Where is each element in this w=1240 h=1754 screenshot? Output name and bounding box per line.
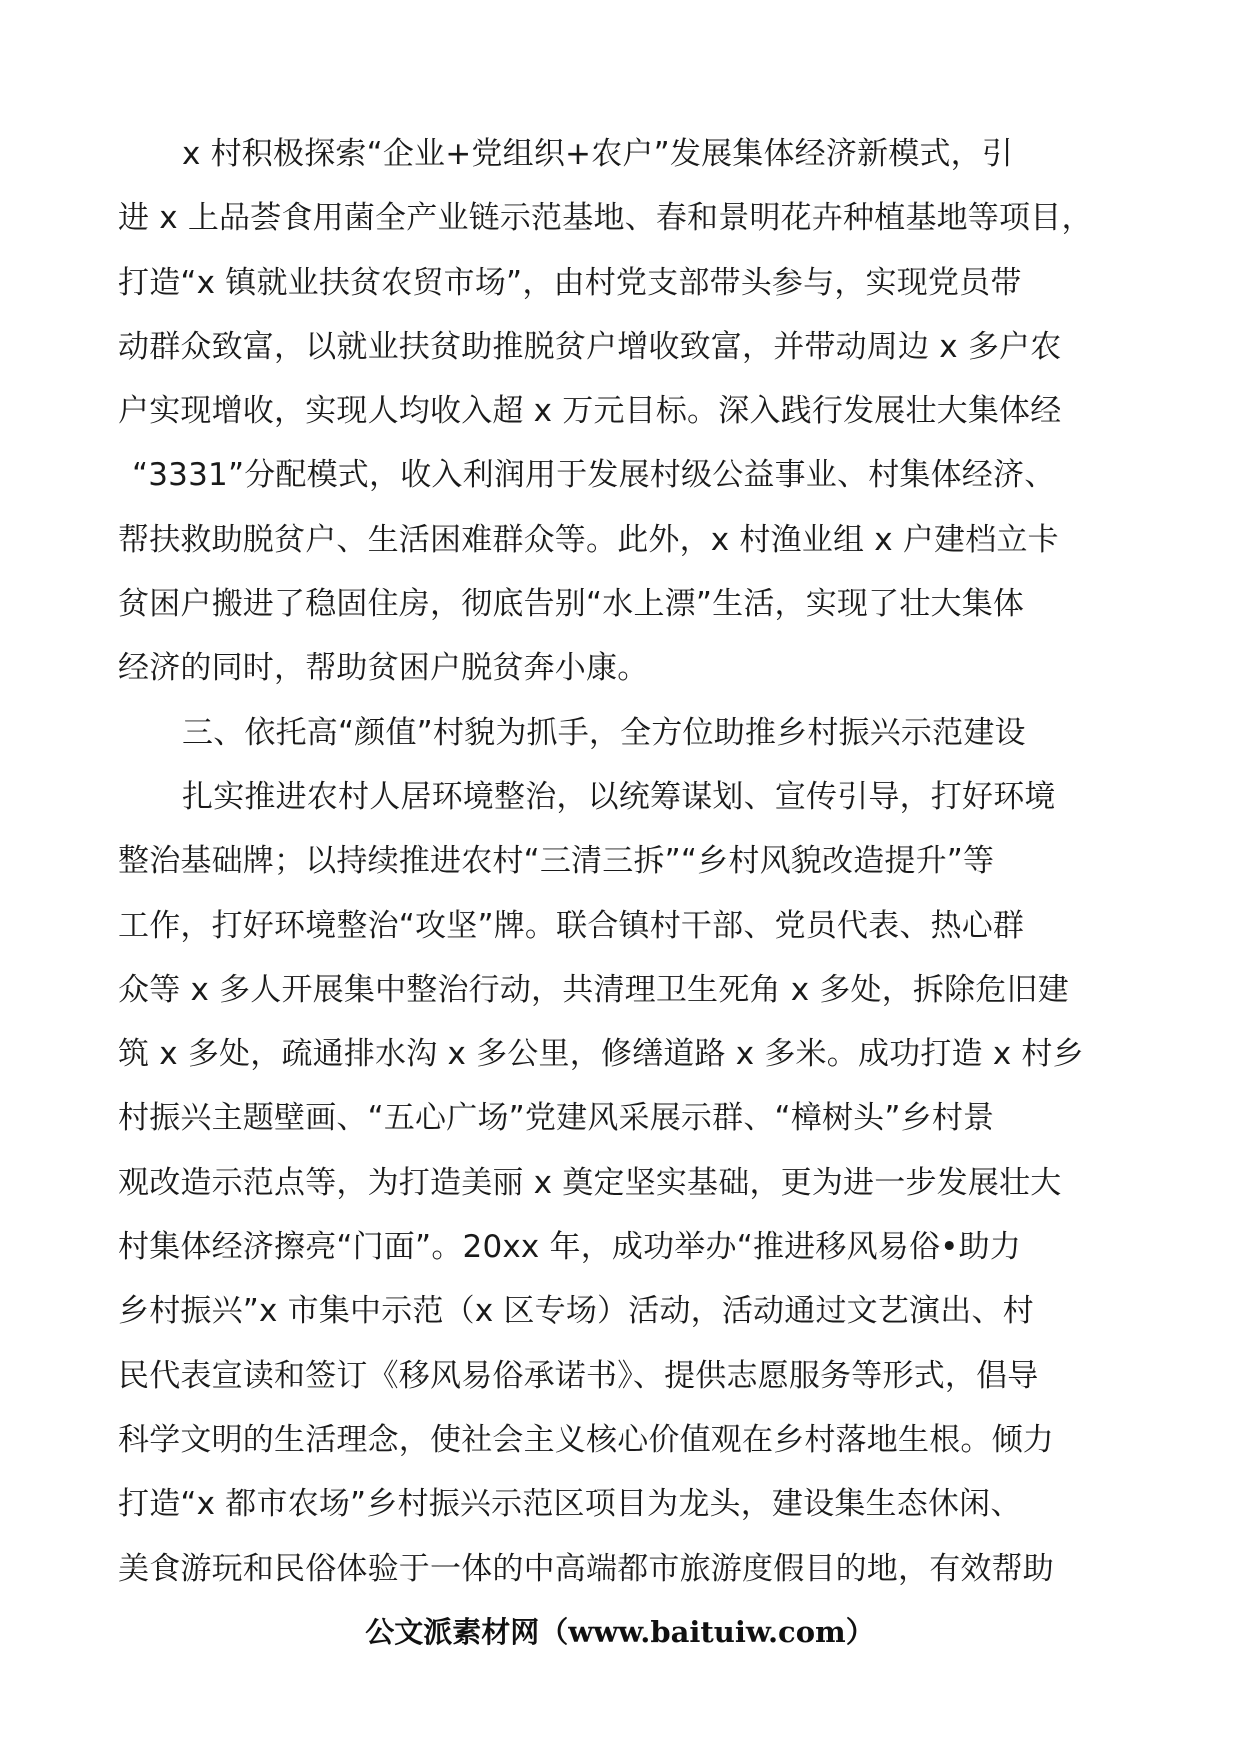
paragraph-line: 村振兴主题壁画、“五心广场”党建风采展示群、“樟树头”乡村景: [118, 1100, 995, 1137]
paragraph-line: 工作，打好环境整治“攻坚”牌。联合镇村干部、党员代表、热心群: [118, 907, 1025, 944]
document-body: [118, 122, 1123, 1601]
footer-watermark: 公文派素材网（www.baituiw.com）: [365, 1615, 875, 1649]
paragraph-line: 进 x 上品荟食用菌全产业链示范基地、春和景明花卉种植基地等项目，: [118, 200, 1093, 237]
paragraph-line: 科学文明的生活理念，使社会主义核心价值观在乡村落地生根。倾力: [118, 1421, 1054, 1458]
paragraph-line: x 村积极探索“企业+党组织+农户”发展集体经济新模式，引: [182, 136, 1014, 172]
paragraph-line: 筑 x 多处，疏通排水沟 x 多公里，修缮道路 x 多米。成功打造 x 村乡: [118, 1036, 1084, 1073]
section-heading: [118, 701, 1123, 765]
paragraph-line: 观改造示范点等，为打造美丽 x 奠定坚实基础，更为进一步发展壮大: [118, 1164, 1062, 1201]
paragraph-1: [118, 122, 1123, 701]
paragraph-line: 动群众致富，以就业扶贫助推脱贫户增收致富，并带动周边 x 多户农: [118, 328, 1062, 365]
paragraph-line: 打造“x 镇就业扶贫农贸市场”，由村党支部带头参与，实现党员带: [118, 264, 1022, 301]
paragraph-line: 经济的同时，帮助贫困户脱贫奔小康。: [118, 650, 649, 687]
paragraph-line: 美食游玩和民俗体验于一体的中高端都市旅游度假目的地，有效帮助: [118, 1550, 1054, 1587]
paragraph-line: 打造“x 都市农场”乡村振兴示范区项目为龙头，建设集生态休闲、: [118, 1486, 1022, 1523]
paragraph-line: 帮扶救助脱贫户、生活困难群众等。此外，x 村渔业组 x 户建档立卡: [118, 521, 1059, 558]
paragraph-line: 乡村振兴”x 市集中示范（x 区专场）活动，活动通过文艺演出、村: [118, 1293, 1034, 1330]
paragraph-line: 扎实推进农村人居环境整治，以统筹谋划、宣传引导，打好环境: [182, 778, 1056, 815]
paragraph-line: 贫困户搬进了稳固住房，彻底告别“水上漂”生活，实现了壮大集体: [118, 586, 1025, 623]
paragraph-line: 民代表宣读和签订《移风易俗承诺书》、提供志愿服务等形式，倡导: [118, 1357, 1039, 1394]
paragraph-line: “3331”分配模式，收入利润用于发展村级公益事业、村集体经济、: [132, 457, 1056, 494]
paragraph-line: 户实现增收，实现人均收入超 x 万元目标。深入践行发展壮大集体经: [118, 393, 1062, 430]
paragraph-3: [118, 765, 1123, 1601]
section-heading-line: 三、依托高“颜值”村貌为抓手，全方位助推乡村振兴示范建设: [182, 714, 1026, 751]
paragraph-line: 整治基础牌；以持续推进农村“三清三拆”“乡村风貌改造提升”等: [118, 843, 995, 880]
paragraph-line: 村集体经济擦亮“门面”。20xx 年，成功举办“推进移风易俗•助力: [118, 1229, 1022, 1266]
paragraph-line: 众等 x 多人开展集中整治行动，共清理卫生死角 x 多处，拆除危旧建: [118, 971, 1069, 1008]
